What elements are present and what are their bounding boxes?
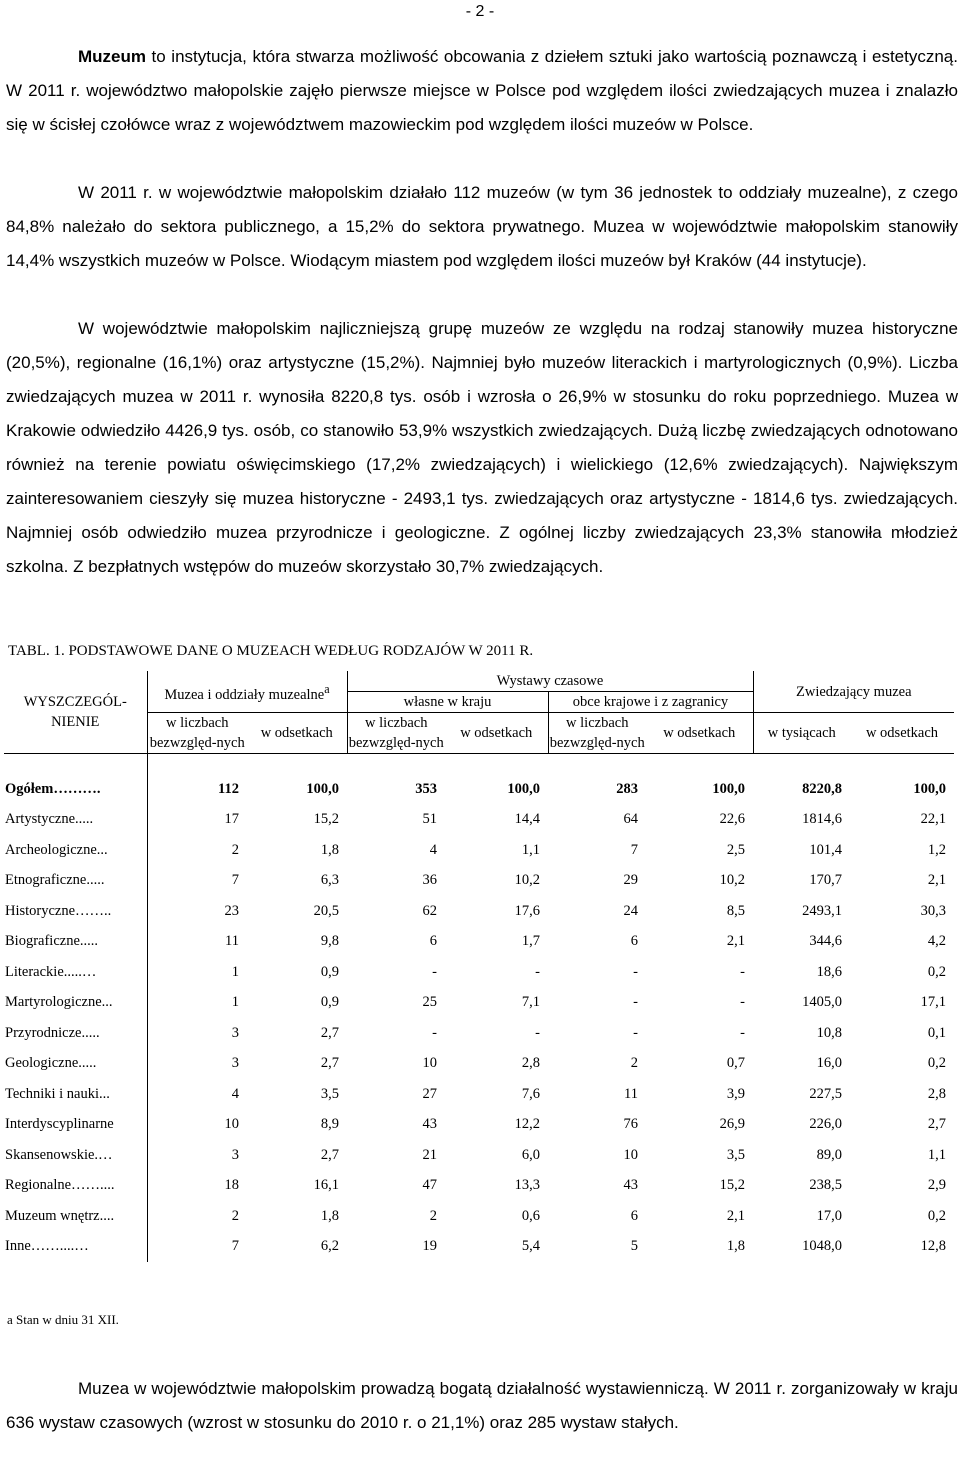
table-cell: 22,6 (719, 811, 745, 828)
table-cell: 36 (422, 872, 437, 889)
table-row (4, 1079, 954, 1110)
table-cell: 101,4 (809, 841, 842, 858)
table-cell: 353 (415, 780, 437, 797)
table-cell: 17,0 (816, 1207, 842, 1224)
table-row (4, 988, 954, 1019)
table-cell: 17 (224, 811, 239, 828)
col-visitors-percent: w odsetkach (850, 713, 954, 754)
table-cell: 1,8 (320, 841, 339, 858)
table-cell: 43 (623, 1177, 638, 1194)
paragraph-intro-text: to instytucja, która stwarza możliwość obcowania z dziełem sztuki jako wartością poznawczą i estetyczną. W 2011 r. województwo małopolskie zajęło pierwsze miejsce w Polsce pod względem ilości zwiedzających muzea i znalazło się w ścisłej czołówce wraz z województwem mazowieckim pod względem ilości muzeów w Polsce. (6, 47, 958, 134)
col-domestic-absolute: w liczbach bezwzględ-nych (347, 713, 445, 754)
table-cell: 2 (231, 1207, 239, 1224)
table-cell: 30,3 (920, 902, 946, 919)
row-label: Literackie.....… (4, 957, 147, 988)
table-cell: 1405,0 (802, 994, 842, 1011)
table-row (4, 1201, 954, 1232)
col-foreign-percent: w odsetkach (646, 713, 753, 754)
table-cell: 1,1 (521, 841, 540, 858)
paragraph-intro-lead: Muzeum (78, 47, 146, 66)
table-cell: 16,0 (816, 1055, 842, 1072)
table-cell: 13,3 (514, 1177, 540, 1194)
table-cell: 5,4 (521, 1238, 540, 1255)
table-cell: 2,5 (726, 841, 745, 858)
table-cell: 5 (630, 1238, 638, 1255)
table-cell: - (432, 963, 437, 980)
paragraph-exhibitions: Muzea w województwie małopolskim prowadzą bogatą działalność wystawienniczą. W 2011 r. zorganizowały w kraju 636 wystaw czasowych (wzrost w stosunku do 2010 r. o 21,1%) oraz 285 wystaw stałych. (6, 1379, 958, 1432)
paragraph-museum-types: W województwie małopolskim najliczniejszą grupę muzeów ze względu na rodzaj stanowiły muzea historyczne (20,5%), regionalne (16,1%) oraz artystyczne (15,2%). Najmniej było muzeów literackich i martyrologicznych (0,9%). Liczba zwiedzających muzea w 2011 r. wynosiła 8220,8 tys. osób i wzrosła o 26,9% w stosunku do roku poprzedniego. Muzea w Krakowie odwiedziło 4426,9 tys. osób, co stanowiło 53,9% wszystkich zwiedzających. Dużą liczbę zwiedzających odnotowano również na terenie powiatu oświęcimskiego (17,2% zwiedzających) i wielickiego (12,6% zwiedzających). Największym zainteresowaniem cieszyły się muzea historyczne - 2493,1 tys. zwiedzających oraz artystyczne - 1814,6 tys. zwiedzających. Najmniej osób odwiedziło muzea przyrodnicze i geologiczne. Z ogólnej liczby zwiedzających 23,3% stanowiła młodzież szkolna. Z bezpłatnych wstępów do muzeów skorzystało 30,7% zwiedzających. (6, 319, 958, 576)
row-label: Artystyczne..... (4, 805, 147, 836)
table-cell: 10 (224, 1116, 239, 1133)
table-cell: 0,9 (320, 994, 339, 1011)
table-cell: 26,9 (719, 1116, 745, 1133)
table-cell: 21 (422, 1146, 437, 1163)
table-cell: 89,0 (816, 1146, 842, 1163)
table-row (4, 835, 954, 866)
table-cell: 10,2 (514, 872, 540, 889)
table-cell: 19 (422, 1238, 437, 1255)
table-cell: 15,2 (719, 1177, 745, 1194)
table-cell: - (740, 963, 745, 980)
row-label: Inne……....… (4, 1232, 147, 1263)
table-cell: 2493,1 (802, 902, 842, 919)
table-cell: 17,1 (920, 994, 946, 1011)
table-cell: 0,6 (521, 1207, 540, 1224)
table-cell: 51 (422, 811, 437, 828)
row-label: Techniki i nauki... (4, 1079, 147, 1110)
table-cell: 4 (231, 1085, 239, 1102)
table-cell: 2 (630, 1055, 638, 1072)
row-label: Etnograficzne..... (4, 866, 147, 897)
table-row (4, 1140, 954, 1171)
table-cell: 100,0 (306, 780, 339, 797)
table-cell: 344,6 (809, 933, 842, 950)
table-cell: 62 (422, 902, 437, 919)
table-cell: - (535, 1024, 540, 1041)
row-label: Skansenowskie.… (4, 1140, 147, 1171)
table-cell: 16,1 (313, 1177, 339, 1194)
table-cell: 1,8 (320, 1207, 339, 1224)
table-cell: 9,8 (320, 933, 339, 950)
table-cell: 27 (422, 1085, 437, 1102)
table-cell: - (740, 1024, 745, 1041)
table-cell: 64 (623, 811, 638, 828)
table-cell: 238,5 (809, 1177, 842, 1194)
table-cell: 0,9 (320, 963, 339, 980)
table-cell: 6 (630, 933, 638, 950)
table-cell: 2 (429, 1207, 437, 1224)
table-cell: 0,1 (927, 1024, 946, 1041)
table-cell: 3 (231, 1024, 239, 1041)
table-cell: 1 (231, 994, 239, 1011)
table-cell: 6,0 (521, 1146, 540, 1163)
row-label: Geologiczne..... (4, 1049, 147, 1080)
table-cell: 14,4 (514, 811, 540, 828)
table-row (4, 896, 954, 927)
table-cell: 10,2 (719, 872, 745, 889)
table-cell: 4 (429, 841, 437, 858)
table-cell: 8,9 (320, 1116, 339, 1133)
table-cell: 4,2 (927, 933, 946, 950)
table-cell: 0,2 (927, 1055, 946, 1072)
table-cell: 6,2 (320, 1238, 339, 1255)
table-cell: 29 (623, 872, 638, 889)
paragraph-intro (6, 40, 958, 142)
table-cell: 11 (624, 1085, 638, 1102)
table-cell: 10 (623, 1146, 638, 1163)
col-domestic-percent: w odsetkach (445, 713, 548, 754)
table-cell: - (535, 963, 540, 980)
table-row (4, 1171, 954, 1202)
table-title: TABL. 1. PODSTAWOWE DANE O MUZEACH WEDŁUG RODZAJÓW W 2011 R. (8, 643, 534, 659)
table-cell: 7 (231, 872, 239, 889)
table-cell: 8,5 (726, 902, 745, 919)
table-cell: 18,6 (816, 963, 842, 980)
table-cell: - (633, 963, 638, 980)
table-cell: 170,7 (809, 872, 842, 889)
table-cell: 15,2 (313, 811, 339, 828)
table-cell: 0,2 (927, 1207, 946, 1224)
page-number: - 2 - (465, 3, 495, 20)
table-cell: 10,8 (816, 1024, 842, 1041)
table-cell: 2,7 (320, 1024, 339, 1041)
table-cell: 0,2 (927, 963, 946, 980)
table-cell: 76 (623, 1116, 638, 1133)
table-cell: 1,7 (521, 933, 540, 950)
col-foreign-absolute: w liczbach bezwzględ-nych (548, 713, 646, 754)
table-row (4, 1232, 954, 1263)
footnote-marker: a (324, 681, 330, 696)
table-cell: 11 (225, 933, 239, 950)
col-museums-absolute: w liczbach bezwzględ-nych (147, 713, 247, 754)
table-cell: 3,5 (320, 1085, 339, 1102)
table-cell: 6 (429, 933, 437, 950)
table-cell: 2,1 (927, 872, 946, 889)
table-cell: 2,1 (726, 933, 745, 950)
table-cell: 2,7 (320, 1146, 339, 1163)
row-label: Ogółem………. (4, 754, 147, 805)
paragraph-museum-count: W 2011 r. w województwie małopolskim działało 112 muzeów (w tym 36 jednostek to oddziały muzealne), z czego 84,8% należało do sektora publicznego, a 15,2% do sektora prywatnego. Muzea w województwie małopolskim stanowiły 14,4% wszystkich muzeów w Polsce. Wiodącym miastem pod względem ilości muzeów był Kraków (44 instytucje). (6, 183, 958, 270)
table-row (4, 927, 954, 958)
table-cell: 1 (231, 963, 239, 980)
table-cell: 1,2 (927, 841, 946, 858)
table-row (4, 805, 954, 836)
table-cell: 112 (218, 780, 239, 797)
row-label: Interdyscyplinarne (4, 1110, 147, 1141)
row-label: Przyrodnicze..... (4, 1018, 147, 1049)
table-cell: - (740, 994, 745, 1011)
table-cell: 47 (422, 1177, 437, 1194)
row-label: Regionalne…….... (4, 1171, 147, 1202)
table-cell: 17,6 (514, 902, 540, 919)
row-label: Historyczne…….. (4, 896, 147, 927)
table-cell: 23 (224, 902, 239, 919)
table-cell: 3,9 (726, 1085, 745, 1102)
table-cell: 7,6 (521, 1085, 540, 1102)
table-cell: 3,5 (726, 1146, 745, 1163)
table-cell: 2,8 (521, 1055, 540, 1072)
table-cell: 1814,6 (802, 811, 842, 828)
table-cell: 100,0 (507, 780, 540, 797)
table-cell: 100,0 (913, 780, 946, 797)
row-label: Archeologiczne... (4, 835, 147, 866)
table-cell: 1,1 (927, 1146, 946, 1163)
table-cell: 1048,0 (802, 1238, 842, 1255)
table-cell: - (432, 1024, 437, 1041)
table-cell: 6 (630, 1207, 638, 1224)
table-cell: 2 (231, 841, 239, 858)
table-body (4, 754, 954, 1263)
table-cell: 100,0 (712, 780, 745, 797)
row-label: Muzeum wnętrz.... (4, 1201, 147, 1232)
table-cell: 6,3 (320, 872, 339, 889)
table-cell: 7,1 (521, 994, 540, 1011)
col-visitors-thousands: w tysiącach (753, 713, 850, 754)
table-footnote: a Stan w dniu 31 XII. (7, 1312, 119, 1327)
table-row (4, 1018, 954, 1049)
header-exhibitions: Wystawy czasowe (347, 671, 753, 692)
table-cell: 2,7 (927, 1116, 946, 1133)
table-cell: 2,8 (927, 1085, 946, 1102)
table-cell: 227,5 (809, 1085, 842, 1102)
header-domestic: własne w kraju (347, 692, 548, 713)
table-cell: 25 (422, 994, 437, 1011)
table-row (4, 866, 954, 897)
table-cell: 283 (616, 780, 638, 797)
table-row (4, 754, 954, 805)
row-label: Biograficzne..... (4, 927, 147, 958)
table-cell: 1,8 (726, 1238, 745, 1255)
table-cell: 24 (623, 902, 638, 919)
col-museums-percent: w odsetkach (247, 713, 347, 754)
row-label: Martyrologiczne... (4, 988, 147, 1019)
table-cell: - (633, 1024, 638, 1041)
header-museums: Muzea i oddziały muzealne$^a$ (147, 671, 347, 713)
table-cell: 226,0 (809, 1116, 842, 1133)
table-cell: - (633, 994, 638, 1011)
header-visitors: Zwiedzający muzea (753, 671, 954, 713)
museum-data-table (4, 671, 954, 1262)
table-row (4, 1049, 954, 1080)
table-cell: 7 (630, 841, 638, 858)
table-cell: 12,2 (514, 1116, 540, 1133)
table-cell: 3 (231, 1055, 239, 1072)
table-row (4, 1110, 954, 1141)
table-cell: 7 (231, 1238, 239, 1255)
table-cell: 18 (224, 1177, 239, 1194)
stub-header: WYSZCZEGÓL-NIENIE (4, 671, 147, 754)
table-cell: 2,7 (320, 1055, 339, 1072)
table-cell: 2,1 (726, 1207, 745, 1224)
header-foreign: obce krajowe i z zagranicy (548, 692, 753, 713)
table-cell: 2,9 (927, 1177, 946, 1194)
table-cell: 20,5 (313, 902, 339, 919)
table-cell: 12,8 (920, 1238, 946, 1255)
table-cell: 22,1 (920, 811, 946, 828)
table-cell: 10 (422, 1055, 437, 1072)
table-cell: 0,7 (726, 1055, 745, 1072)
table-cell: 8220,8 (802, 780, 842, 797)
table-cell: 3 (231, 1146, 239, 1163)
table-row (4, 957, 954, 988)
table-cell: 43 (422, 1116, 437, 1133)
